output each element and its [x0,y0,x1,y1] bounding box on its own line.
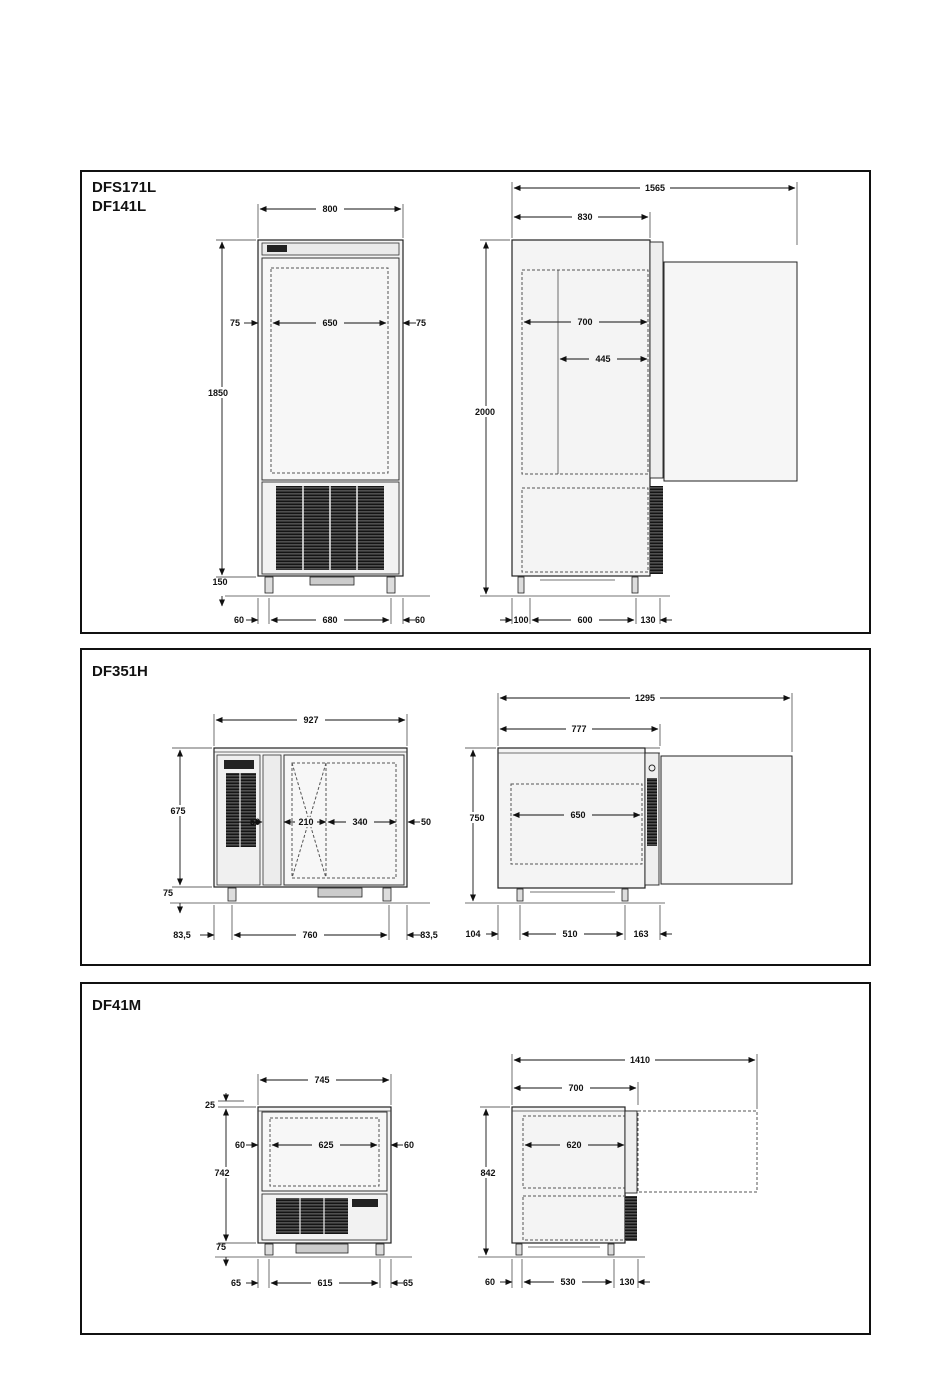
dim-height: 742 [214,1168,230,1178]
dim-side-right: 75 [416,318,427,328]
dim-inner-depth: 700 [577,317,593,327]
dim-shelf-depth: 445 [595,354,611,364]
foot-front [518,577,524,593]
dim-width-total: 800 [322,204,338,214]
dim-height: 675 [170,806,186,816]
foot-rear [632,577,638,593]
dim-foot-right: 83,5 [420,930,438,940]
foot-rear [608,1244,614,1255]
dim-inner-width: 625 [318,1140,334,1150]
drip-tray [296,1244,348,1253]
dim-inner-a: 210 [298,817,314,827]
front-view-dfs171l [202,204,430,625]
side-grille-icon [647,778,657,846]
door-open [664,262,797,481]
front-view-df41m [205,1074,414,1288]
drip-tray [318,888,362,897]
dim-width-door-open: 1410 [629,1055,651,1065]
dim-foot-span: 760 [302,930,318,940]
dim-width-door-open: 1565 [644,183,666,193]
dim-foot-rear: 130 [619,1277,635,1287]
model-label-df141l: DF141L [92,198,147,215]
door-open [638,1111,757,1192]
foot-front [516,1244,522,1255]
dim-depth: 777 [571,724,587,734]
dim-foot-front: 60 [484,1277,496,1287]
dim-foot-height: 150 [212,577,228,587]
foot-left [228,888,236,901]
door [262,258,399,480]
dim-foot-left: 60 [233,615,244,625]
door [262,1112,387,1191]
dim-inner-width: 650 [322,318,338,328]
dim-foot-span: 680 [322,615,338,625]
foot-right [376,1244,384,1255]
dim-side-left: 75 [229,318,240,328]
dim-foot-span: 530 [560,1277,576,1287]
dim-foot-rear: 130 [640,615,656,625]
side-grille-icon [625,1196,637,1241]
display-icon [267,245,287,252]
side-view-df351h [465,693,792,940]
dim-side-left: 60 [234,1140,246,1150]
dim-foot-right: 60 [415,615,426,625]
display-icon [352,1199,378,1207]
dim-inner-depth: 620 [566,1140,582,1150]
dim-foot-span: 615 [317,1278,333,1288]
foot-front [517,889,523,901]
dim-top-height: 25 [204,1100,216,1110]
dim-foot-rear: 163 [633,929,649,939]
dim-foot-left: 83,5 [173,930,191,940]
dim-inner-depth: 650 [570,810,586,820]
dim-foot-front: 104 [465,929,481,939]
handle-strip [263,755,281,885]
display-icon [224,760,254,769]
side-view-dfs171l [470,182,797,625]
dim-height: 1850 [207,388,229,398]
model-label-df351h: DF351H [92,663,148,680]
side-view-df41m [476,1054,757,1288]
side-grille-icon [650,486,663,574]
dim-width-total: 927 [303,715,319,725]
dim-inner-right: 50 [421,817,432,827]
dim-foot-height: 75 [215,1242,227,1252]
dim-width-total: 745 [314,1075,330,1085]
vent-grille-icon [276,1198,348,1234]
dim-foot-height: 75 [162,888,174,898]
dim-foot-left: 65 [230,1278,242,1288]
vent-grille-icon [226,773,256,847]
foot-right [383,888,391,901]
dim-width-door-open: 1295 [634,693,656,703]
door-open [661,756,792,884]
dim-inner-left: 50 [249,817,261,827]
dim-inner-b: 340 [352,817,368,827]
foot-right [387,577,395,593]
door-edge [625,1111,637,1193]
cabinet-side [512,1107,625,1243]
dim-foot-right: 65 [402,1278,414,1288]
door-edge [650,242,663,478]
dim-foot-span: 510 [562,929,578,939]
dim-side-right: 60 [403,1140,415,1150]
foot-rear [622,889,628,901]
dim-depth: 700 [568,1083,584,1093]
front-view-df351h [163,714,438,940]
model-label-dfs171l: DFS171L [92,179,157,196]
model-label-df41m: DF41M [92,997,142,1014]
dim-foot-span: 600 [577,615,593,625]
cabinet-side [512,240,650,576]
dim-depth: 830 [577,212,593,222]
dim-height: 2000 [474,407,496,417]
drip-tray [310,577,354,585]
dim-height: 750 [469,813,485,823]
dim-height: 842 [480,1168,496,1178]
foot-left [265,577,273,593]
foot-left [265,1244,273,1255]
dim-foot-front: 100 [513,615,529,625]
